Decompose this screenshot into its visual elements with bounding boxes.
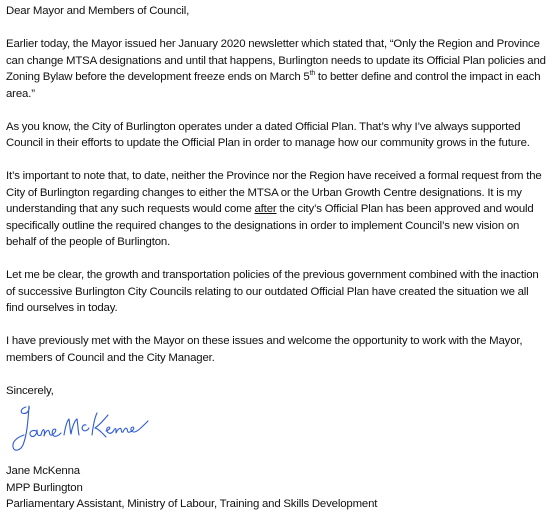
paragraph-newsletter-text-end: to better define and control the impact in each area.”	[6, 71, 541, 100]
paragraph-formal-request	[6, 168, 549, 251]
paragraph-meeting: I have previously met with the Mayor on these issues and welcome the opportunity to work with the Mayor, members of Council and the City Manager.	[6, 335, 523, 364]
paragraph-official-plan: As you know, the City of Burlington operates under a dated Official Plan. That’s why I’ve always supported Council in their efforts to update the Official Plan in order to manage how our community grows in the future.	[6, 120, 530, 149]
signer-position: Parliamentary Assistant, Ministry of Labour, Training and Skills Development	[6, 498, 378, 510]
handwritten-signature	[8, 401, 158, 457]
paragraph-newsletter	[6, 36, 549, 102]
letter-body	[6, 3, 549, 513]
emphasis-after: after	[254, 203, 277, 215]
paragraph-formal-request-text: It’s important to note that, to date, neither the Province nor the Region have received a formal request from the City of Burlington regarding changes to either the MTSA or the Urban Growth Centre designations. It is my understanding that any such requests would come	[6, 170, 542, 215]
paragraph-growth-policies: Let me be clear, the growth and transportation policies of the previous government combined with the inaction of successive Burlington City Councils relating to our outdated Official Plan have created the situation we all find ourselves in today.	[6, 269, 539, 314]
ordinal-suffix: th	[309, 70, 316, 78]
closing: Sincerely,	[6, 384, 54, 397]
signer-role: MPP Burlington	[6, 481, 83, 494]
salutation: Dear Mayor and Members of Council,	[6, 5, 190, 17]
paragraph-newsletter-text: Earlier today, the Mayor issued her January 2020 newsletter which stated that, “Only the Region and Province can change MTSA designations and until that happens, Burlington needs to update its Official Plan policies and Zoning Bylaw before the development freeze ends on March 5	[6, 38, 546, 83]
paragraph-formal-request-text-end: the city’s Official Plan has been approved and would specifically outline the required changes to the designations in order to implement Council’s new vision on behalf of the people of Burlington.	[6, 203, 534, 248]
signer-name: Jane McKenna	[6, 465, 80, 477]
